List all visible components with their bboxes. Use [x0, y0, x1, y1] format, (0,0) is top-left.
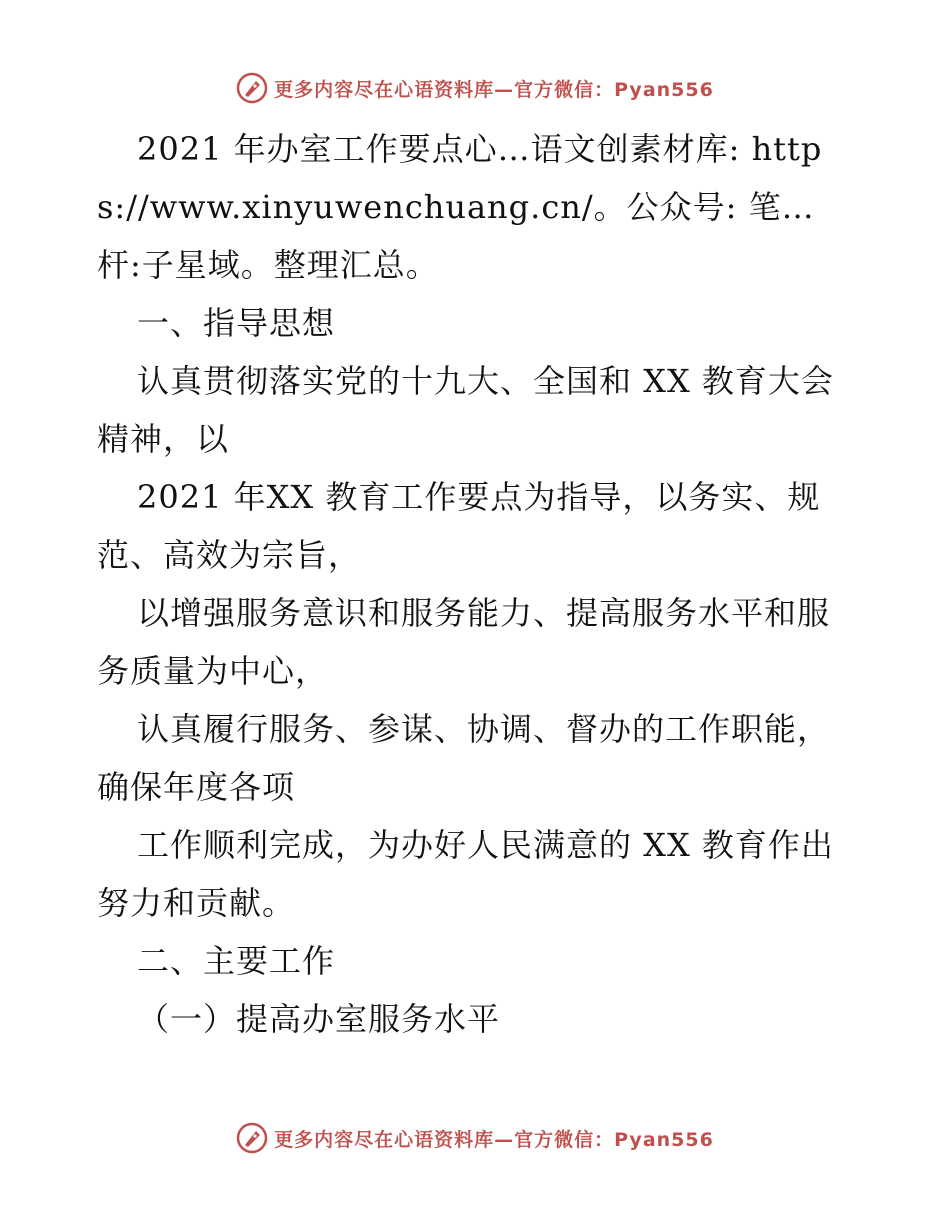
pen-nib-circle-icon — [236, 1122, 268, 1154]
subheading-office-service: （一）提高办室服务水平 — [137, 1000, 501, 1038]
header-banner — [0, 72, 950, 104]
paragraph: 工作顺利完成，为办好人民满意的 XX 教育作出努力和贡献。 — [97, 826, 834, 922]
paragraph: 2021 年XX 教育工作要点为指导，以务实、规范、高效为宗旨， — [97, 478, 821, 574]
paragraph-intro: 2021 年办室工作要点心…语文创素材库: https://www.xinyuwenchuang.cn/。公众号: 笔…杆:子星域。整理汇总。 — [97, 130, 823, 284]
footer-banner-text: 更多内容尽在心语资料库—官方微信：Pyan556 — [274, 1128, 714, 1151]
header-banner-text: 更多内容尽在心语资料库—官方微信：Pyan556 — [274, 78, 714, 101]
pen-nib-circle-icon — [236, 72, 268, 104]
heading-guiding-ideology: 一、指导思想 — [137, 304, 336, 342]
paragraph: 以增强服务意识和服务能力、提高服务水平和服务质量为中心， — [97, 594, 831, 690]
paragraph: 认真贯彻落实党的十九大、全国和 XX 教育大会精神，以 — [97, 362, 834, 458]
paragraph: 认真履行服务、参谋、协调、督办的工作职能，确保年度各项 — [97, 710, 831, 806]
document-body — [97, 120, 857, 1048]
heading-main-work: 二、主要工作 — [137, 942, 336, 980]
footer-banner — [0, 1122, 950, 1154]
